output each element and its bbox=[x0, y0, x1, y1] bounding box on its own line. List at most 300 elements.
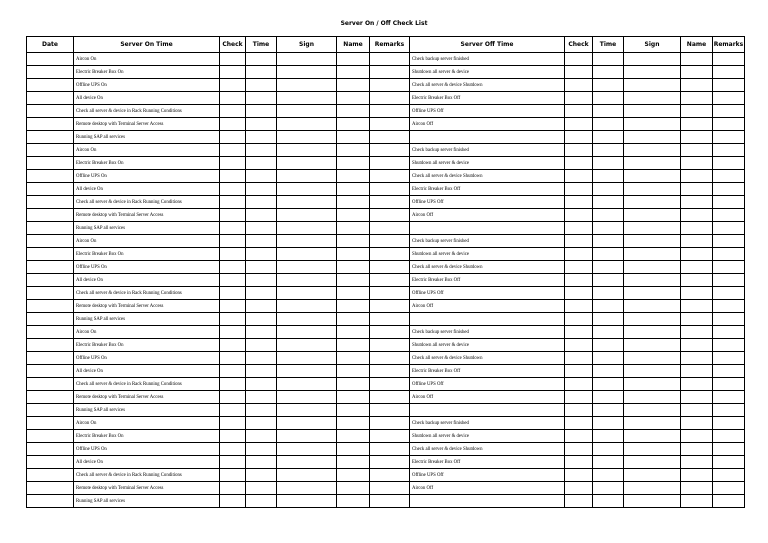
off-name-cell[interactable] bbox=[681, 417, 713, 430]
off-time-cell[interactable] bbox=[593, 326, 624, 339]
on-check-cell[interactable] bbox=[220, 430, 246, 443]
on-name-cell[interactable] bbox=[337, 352, 370, 365]
on-check-cell[interactable] bbox=[220, 326, 246, 339]
date-cell[interactable] bbox=[27, 235, 74, 248]
on-check-cell[interactable] bbox=[220, 365, 246, 378]
on-check-cell[interactable] bbox=[220, 118, 246, 131]
off-sign-cell[interactable] bbox=[624, 222, 681, 235]
on-name-cell[interactable] bbox=[337, 157, 370, 170]
date-cell[interactable] bbox=[27, 222, 74, 235]
off-remarks-cell[interactable] bbox=[713, 79, 745, 92]
off-time-cell[interactable] bbox=[593, 443, 624, 456]
off-check-cell[interactable] bbox=[565, 157, 593, 170]
on-time-cell[interactable] bbox=[246, 404, 277, 417]
on-time-cell[interactable] bbox=[246, 92, 277, 105]
on-name-cell[interactable] bbox=[337, 430, 370, 443]
on-time-cell[interactable] bbox=[246, 469, 277, 482]
off-check-cell[interactable] bbox=[565, 391, 593, 404]
on-time-cell[interactable] bbox=[246, 443, 277, 456]
off-name-cell[interactable] bbox=[681, 469, 713, 482]
off-sign-cell[interactable] bbox=[624, 469, 681, 482]
on-time-cell[interactable] bbox=[246, 365, 277, 378]
on-time-cell[interactable] bbox=[246, 287, 277, 300]
date-cell[interactable] bbox=[27, 144, 74, 157]
off-remarks-cell[interactable] bbox=[713, 144, 745, 157]
on-sign-cell[interactable] bbox=[277, 53, 337, 66]
on-name-cell[interactable] bbox=[337, 222, 370, 235]
off-sign-cell[interactable] bbox=[624, 131, 681, 144]
on-name-cell[interactable] bbox=[337, 391, 370, 404]
off-time-cell[interactable] bbox=[593, 417, 624, 430]
on-name-cell[interactable] bbox=[337, 469, 370, 482]
on-sign-cell[interactable] bbox=[277, 144, 337, 157]
off-check-cell[interactable] bbox=[565, 352, 593, 365]
off-name-cell[interactable] bbox=[681, 404, 713, 417]
on-name-cell[interactable] bbox=[337, 287, 370, 300]
off-sign-cell[interactable] bbox=[624, 235, 681, 248]
off-remarks-cell[interactable] bbox=[713, 92, 745, 105]
off-time-cell[interactable] bbox=[593, 404, 624, 417]
off-remarks-cell[interactable] bbox=[713, 456, 745, 469]
date-cell[interactable] bbox=[27, 430, 74, 443]
on-time-cell[interactable] bbox=[246, 170, 277, 183]
on-time-cell[interactable] bbox=[246, 326, 277, 339]
on-time-cell[interactable] bbox=[246, 417, 277, 430]
on-name-cell[interactable] bbox=[337, 196, 370, 209]
on-check-cell[interactable] bbox=[220, 235, 246, 248]
off-time-cell[interactable] bbox=[593, 183, 624, 196]
on-time-cell[interactable] bbox=[246, 313, 277, 326]
on-time-cell[interactable] bbox=[246, 209, 277, 222]
on-name-cell[interactable] bbox=[337, 118, 370, 131]
on-name-cell[interactable] bbox=[337, 456, 370, 469]
off-time-cell[interactable] bbox=[593, 196, 624, 209]
off-remarks-cell[interactable] bbox=[713, 378, 745, 391]
off-time-cell[interactable] bbox=[593, 313, 624, 326]
off-check-cell[interactable] bbox=[565, 131, 593, 144]
on-sign-cell[interactable] bbox=[277, 157, 337, 170]
off-time-cell[interactable] bbox=[593, 248, 624, 261]
on-remarks-cell[interactable] bbox=[370, 430, 410, 443]
off-name-cell[interactable] bbox=[681, 118, 713, 131]
off-sign-cell[interactable] bbox=[624, 92, 681, 105]
date-cell[interactable] bbox=[27, 92, 74, 105]
off-sign-cell[interactable] bbox=[624, 118, 681, 131]
on-check-cell[interactable] bbox=[220, 170, 246, 183]
on-name-cell[interactable] bbox=[337, 378, 370, 391]
off-time-cell[interactable] bbox=[593, 92, 624, 105]
off-check-cell[interactable] bbox=[565, 365, 593, 378]
off-time-cell[interactable] bbox=[593, 66, 624, 79]
on-name-cell[interactable] bbox=[337, 92, 370, 105]
on-remarks-cell[interactable] bbox=[370, 183, 410, 196]
date-cell[interactable] bbox=[27, 118, 74, 131]
off-name-cell[interactable] bbox=[681, 352, 713, 365]
off-check-cell[interactable] bbox=[565, 105, 593, 118]
on-name-cell[interactable] bbox=[337, 313, 370, 326]
off-sign-cell[interactable] bbox=[624, 53, 681, 66]
date-cell[interactable] bbox=[27, 170, 74, 183]
on-name-cell[interactable] bbox=[337, 170, 370, 183]
on-name-cell[interactable] bbox=[337, 326, 370, 339]
on-check-cell[interactable] bbox=[220, 79, 246, 92]
date-cell[interactable] bbox=[27, 326, 74, 339]
off-time-cell[interactable] bbox=[593, 274, 624, 287]
off-time-cell[interactable] bbox=[593, 79, 624, 92]
off-remarks-cell[interactable] bbox=[713, 287, 745, 300]
on-remarks-cell[interactable] bbox=[370, 170, 410, 183]
off-name-cell[interactable] bbox=[681, 222, 713, 235]
off-time-cell[interactable] bbox=[593, 131, 624, 144]
on-time-cell[interactable] bbox=[246, 482, 277, 495]
on-time-cell[interactable] bbox=[246, 222, 277, 235]
off-time-cell[interactable] bbox=[593, 352, 624, 365]
off-time-cell[interactable] bbox=[593, 287, 624, 300]
on-name-cell[interactable] bbox=[337, 339, 370, 352]
off-check-cell[interactable] bbox=[565, 326, 593, 339]
on-remarks-cell[interactable] bbox=[370, 235, 410, 248]
off-time-cell[interactable] bbox=[593, 365, 624, 378]
on-check-cell[interactable] bbox=[220, 339, 246, 352]
off-sign-cell[interactable] bbox=[624, 313, 681, 326]
off-sign-cell[interactable] bbox=[624, 209, 681, 222]
off-remarks-cell[interactable] bbox=[713, 157, 745, 170]
date-cell[interactable] bbox=[27, 365, 74, 378]
off-sign-cell[interactable] bbox=[624, 443, 681, 456]
off-check-cell[interactable] bbox=[565, 53, 593, 66]
on-sign-cell[interactable] bbox=[277, 469, 337, 482]
off-sign-cell[interactable] bbox=[624, 378, 681, 391]
on-time-cell[interactable] bbox=[246, 430, 277, 443]
on-remarks-cell[interactable] bbox=[370, 261, 410, 274]
on-name-cell[interactable] bbox=[337, 235, 370, 248]
off-check-cell[interactable] bbox=[565, 66, 593, 79]
off-check-cell[interactable] bbox=[565, 339, 593, 352]
on-sign-cell[interactable] bbox=[277, 248, 337, 261]
on-name-cell[interactable] bbox=[337, 404, 370, 417]
on-check-cell[interactable] bbox=[220, 144, 246, 157]
off-time-cell[interactable] bbox=[593, 261, 624, 274]
off-remarks-cell[interactable] bbox=[713, 209, 745, 222]
on-check-cell[interactable] bbox=[220, 287, 246, 300]
off-check-cell[interactable] bbox=[565, 287, 593, 300]
off-sign-cell[interactable] bbox=[624, 183, 681, 196]
date-cell[interactable] bbox=[27, 79, 74, 92]
off-check-cell[interactable] bbox=[565, 79, 593, 92]
off-name-cell[interactable] bbox=[681, 365, 713, 378]
on-time-cell[interactable] bbox=[246, 131, 277, 144]
off-sign-cell[interactable] bbox=[624, 456, 681, 469]
off-name-cell[interactable] bbox=[681, 391, 713, 404]
on-remarks-cell[interactable] bbox=[370, 456, 410, 469]
off-name-cell[interactable] bbox=[681, 443, 713, 456]
on-name-cell[interactable] bbox=[337, 79, 370, 92]
date-cell[interactable] bbox=[27, 248, 74, 261]
on-name-cell[interactable] bbox=[337, 105, 370, 118]
off-name-cell[interactable] bbox=[681, 235, 713, 248]
off-name-cell[interactable] bbox=[681, 157, 713, 170]
on-remarks-cell[interactable] bbox=[370, 248, 410, 261]
off-sign-cell[interactable] bbox=[624, 300, 681, 313]
off-check-cell[interactable] bbox=[565, 482, 593, 495]
on-sign-cell[interactable] bbox=[277, 391, 337, 404]
off-check-cell[interactable] bbox=[565, 118, 593, 131]
off-check-cell[interactable] bbox=[565, 404, 593, 417]
off-sign-cell[interactable] bbox=[624, 287, 681, 300]
off-name-cell[interactable] bbox=[681, 144, 713, 157]
on-name-cell[interactable] bbox=[337, 482, 370, 495]
off-time-cell[interactable] bbox=[593, 339, 624, 352]
on-name-cell[interactable] bbox=[337, 261, 370, 274]
off-sign-cell[interactable] bbox=[624, 495, 681, 508]
off-remarks-cell[interactable] bbox=[713, 391, 745, 404]
off-time-cell[interactable] bbox=[593, 209, 624, 222]
on-sign-cell[interactable] bbox=[277, 352, 337, 365]
off-remarks-cell[interactable] bbox=[713, 300, 745, 313]
date-cell[interactable] bbox=[27, 131, 74, 144]
date-cell[interactable] bbox=[27, 287, 74, 300]
off-time-cell[interactable] bbox=[593, 482, 624, 495]
off-remarks-cell[interactable] bbox=[713, 170, 745, 183]
off-check-cell[interactable] bbox=[565, 417, 593, 430]
off-remarks-cell[interactable] bbox=[713, 66, 745, 79]
off-remarks-cell[interactable] bbox=[713, 222, 745, 235]
off-time-cell[interactable] bbox=[593, 430, 624, 443]
on-name-cell[interactable] bbox=[337, 66, 370, 79]
date-cell[interactable] bbox=[27, 274, 74, 287]
off-check-cell[interactable] bbox=[565, 196, 593, 209]
on-remarks-cell[interactable] bbox=[370, 482, 410, 495]
off-name-cell[interactable] bbox=[681, 170, 713, 183]
off-sign-cell[interactable] bbox=[624, 170, 681, 183]
off-remarks-cell[interactable] bbox=[713, 53, 745, 66]
on-check-cell[interactable] bbox=[220, 274, 246, 287]
off-check-cell[interactable] bbox=[565, 222, 593, 235]
on-remarks-cell[interactable] bbox=[370, 313, 410, 326]
off-time-cell[interactable] bbox=[593, 235, 624, 248]
off-check-cell[interactable] bbox=[565, 313, 593, 326]
on-check-cell[interactable] bbox=[220, 92, 246, 105]
off-remarks-cell[interactable] bbox=[713, 482, 745, 495]
on-sign-cell[interactable] bbox=[277, 365, 337, 378]
off-name-cell[interactable] bbox=[681, 248, 713, 261]
off-time-cell[interactable] bbox=[593, 300, 624, 313]
on-check-cell[interactable] bbox=[220, 53, 246, 66]
on-time-cell[interactable] bbox=[246, 378, 277, 391]
on-sign-cell[interactable] bbox=[277, 443, 337, 456]
off-check-cell[interactable] bbox=[565, 300, 593, 313]
off-sign-cell[interactable] bbox=[624, 352, 681, 365]
date-cell[interactable] bbox=[27, 196, 74, 209]
on-sign-cell[interactable] bbox=[277, 196, 337, 209]
off-name-cell[interactable] bbox=[681, 326, 713, 339]
date-cell[interactable] bbox=[27, 105, 74, 118]
on-remarks-cell[interactable] bbox=[370, 287, 410, 300]
off-remarks-cell[interactable] bbox=[713, 430, 745, 443]
on-time-cell[interactable] bbox=[246, 456, 277, 469]
on-check-cell[interactable] bbox=[220, 352, 246, 365]
off-time-cell[interactable] bbox=[593, 495, 624, 508]
off-remarks-cell[interactable] bbox=[713, 183, 745, 196]
on-check-cell[interactable] bbox=[220, 131, 246, 144]
on-sign-cell[interactable] bbox=[277, 339, 337, 352]
off-name-cell[interactable] bbox=[681, 482, 713, 495]
on-sign-cell[interactable] bbox=[277, 430, 337, 443]
on-sign-cell[interactable] bbox=[277, 66, 337, 79]
date-cell[interactable] bbox=[27, 66, 74, 79]
on-time-cell[interactable] bbox=[246, 300, 277, 313]
on-sign-cell[interactable] bbox=[277, 482, 337, 495]
off-sign-cell[interactable] bbox=[624, 274, 681, 287]
on-check-cell[interactable] bbox=[220, 482, 246, 495]
off-remarks-cell[interactable] bbox=[713, 196, 745, 209]
on-time-cell[interactable] bbox=[246, 274, 277, 287]
on-remarks-cell[interactable] bbox=[370, 131, 410, 144]
off-remarks-cell[interactable] bbox=[713, 352, 745, 365]
off-time-cell[interactable] bbox=[593, 53, 624, 66]
off-remarks-cell[interactable] bbox=[713, 469, 745, 482]
on-sign-cell[interactable] bbox=[277, 261, 337, 274]
off-name-cell[interactable] bbox=[681, 495, 713, 508]
date-cell[interactable] bbox=[27, 209, 74, 222]
on-check-cell[interactable] bbox=[220, 248, 246, 261]
off-remarks-cell[interactable] bbox=[713, 274, 745, 287]
off-sign-cell[interactable] bbox=[624, 391, 681, 404]
off-remarks-cell[interactable] bbox=[713, 404, 745, 417]
off-time-cell[interactable] bbox=[593, 456, 624, 469]
on-check-cell[interactable] bbox=[220, 105, 246, 118]
date-cell[interactable] bbox=[27, 482, 74, 495]
on-name-cell[interactable] bbox=[337, 209, 370, 222]
on-time-cell[interactable] bbox=[246, 196, 277, 209]
on-time-cell[interactable] bbox=[246, 53, 277, 66]
off-name-cell[interactable] bbox=[681, 274, 713, 287]
off-sign-cell[interactable] bbox=[624, 404, 681, 417]
on-check-cell[interactable] bbox=[220, 66, 246, 79]
on-remarks-cell[interactable] bbox=[370, 92, 410, 105]
off-name-cell[interactable] bbox=[681, 196, 713, 209]
on-sign-cell[interactable] bbox=[277, 378, 337, 391]
on-check-cell[interactable] bbox=[220, 209, 246, 222]
on-time-cell[interactable] bbox=[246, 235, 277, 248]
off-name-cell[interactable] bbox=[681, 53, 713, 66]
on-remarks-cell[interactable] bbox=[370, 274, 410, 287]
on-time-cell[interactable] bbox=[246, 66, 277, 79]
on-remarks-cell[interactable] bbox=[370, 469, 410, 482]
on-sign-cell[interactable] bbox=[277, 79, 337, 92]
off-remarks-cell[interactable] bbox=[713, 365, 745, 378]
date-cell[interactable] bbox=[27, 261, 74, 274]
on-check-cell[interactable] bbox=[220, 417, 246, 430]
on-remarks-cell[interactable] bbox=[370, 118, 410, 131]
off-remarks-cell[interactable] bbox=[713, 261, 745, 274]
on-remarks-cell[interactable] bbox=[370, 443, 410, 456]
off-remarks-cell[interactable] bbox=[713, 248, 745, 261]
off-check-cell[interactable] bbox=[565, 469, 593, 482]
off-check-cell[interactable] bbox=[565, 495, 593, 508]
on-sign-cell[interactable] bbox=[277, 274, 337, 287]
off-sign-cell[interactable] bbox=[624, 79, 681, 92]
off-check-cell[interactable] bbox=[565, 430, 593, 443]
off-remarks-cell[interactable] bbox=[713, 131, 745, 144]
off-name-cell[interactable] bbox=[681, 105, 713, 118]
on-time-cell[interactable] bbox=[246, 79, 277, 92]
on-check-cell[interactable] bbox=[220, 196, 246, 209]
off-sign-cell[interactable] bbox=[624, 339, 681, 352]
on-sign-cell[interactable] bbox=[277, 495, 337, 508]
on-time-cell[interactable] bbox=[246, 248, 277, 261]
on-name-cell[interactable] bbox=[337, 417, 370, 430]
off-remarks-cell[interactable] bbox=[713, 313, 745, 326]
off-sign-cell[interactable] bbox=[624, 261, 681, 274]
on-remarks-cell[interactable] bbox=[370, 196, 410, 209]
off-remarks-cell[interactable] bbox=[713, 105, 745, 118]
on-remarks-cell[interactable] bbox=[370, 365, 410, 378]
on-check-cell[interactable] bbox=[220, 443, 246, 456]
on-check-cell[interactable] bbox=[220, 157, 246, 170]
on-sign-cell[interactable] bbox=[277, 131, 337, 144]
on-remarks-cell[interactable] bbox=[370, 404, 410, 417]
off-remarks-cell[interactable] bbox=[713, 326, 745, 339]
date-cell[interactable] bbox=[27, 495, 74, 508]
off-name-cell[interactable] bbox=[681, 300, 713, 313]
on-remarks-cell[interactable] bbox=[370, 105, 410, 118]
on-sign-cell[interactable] bbox=[277, 105, 337, 118]
off-time-cell[interactable] bbox=[593, 105, 624, 118]
off-remarks-cell[interactable] bbox=[713, 235, 745, 248]
off-remarks-cell[interactable] bbox=[713, 118, 745, 131]
on-sign-cell[interactable] bbox=[277, 222, 337, 235]
date-cell[interactable] bbox=[27, 53, 74, 66]
on-check-cell[interactable] bbox=[220, 313, 246, 326]
off-check-cell[interactable] bbox=[565, 183, 593, 196]
on-name-cell[interactable] bbox=[337, 53, 370, 66]
date-cell[interactable] bbox=[27, 378, 74, 391]
off-name-cell[interactable] bbox=[681, 287, 713, 300]
on-time-cell[interactable] bbox=[246, 261, 277, 274]
on-remarks-cell[interactable] bbox=[370, 53, 410, 66]
on-sign-cell[interactable] bbox=[277, 417, 337, 430]
on-check-cell[interactable] bbox=[220, 183, 246, 196]
on-remarks-cell[interactable] bbox=[370, 352, 410, 365]
off-name-cell[interactable] bbox=[681, 378, 713, 391]
off-check-cell[interactable] bbox=[565, 170, 593, 183]
off-name-cell[interactable] bbox=[681, 313, 713, 326]
on-time-cell[interactable] bbox=[246, 339, 277, 352]
on-sign-cell[interactable] bbox=[277, 326, 337, 339]
on-time-cell[interactable] bbox=[246, 495, 277, 508]
off-time-cell[interactable] bbox=[593, 170, 624, 183]
off-name-cell[interactable] bbox=[681, 183, 713, 196]
off-check-cell[interactable] bbox=[565, 378, 593, 391]
on-time-cell[interactable] bbox=[246, 157, 277, 170]
off-name-cell[interactable] bbox=[681, 131, 713, 144]
date-cell[interactable] bbox=[27, 313, 74, 326]
on-sign-cell[interactable] bbox=[277, 209, 337, 222]
on-remarks-cell[interactable] bbox=[370, 79, 410, 92]
on-sign-cell[interactable] bbox=[277, 170, 337, 183]
on-time-cell[interactable] bbox=[246, 105, 277, 118]
off-time-cell[interactable] bbox=[593, 469, 624, 482]
on-sign-cell[interactable] bbox=[277, 235, 337, 248]
on-sign-cell[interactable] bbox=[277, 183, 337, 196]
off-remarks-cell[interactable] bbox=[713, 339, 745, 352]
date-cell[interactable] bbox=[27, 469, 74, 482]
on-sign-cell[interactable] bbox=[277, 287, 337, 300]
on-name-cell[interactable] bbox=[337, 443, 370, 456]
off-sign-cell[interactable] bbox=[624, 430, 681, 443]
on-check-cell[interactable] bbox=[220, 404, 246, 417]
